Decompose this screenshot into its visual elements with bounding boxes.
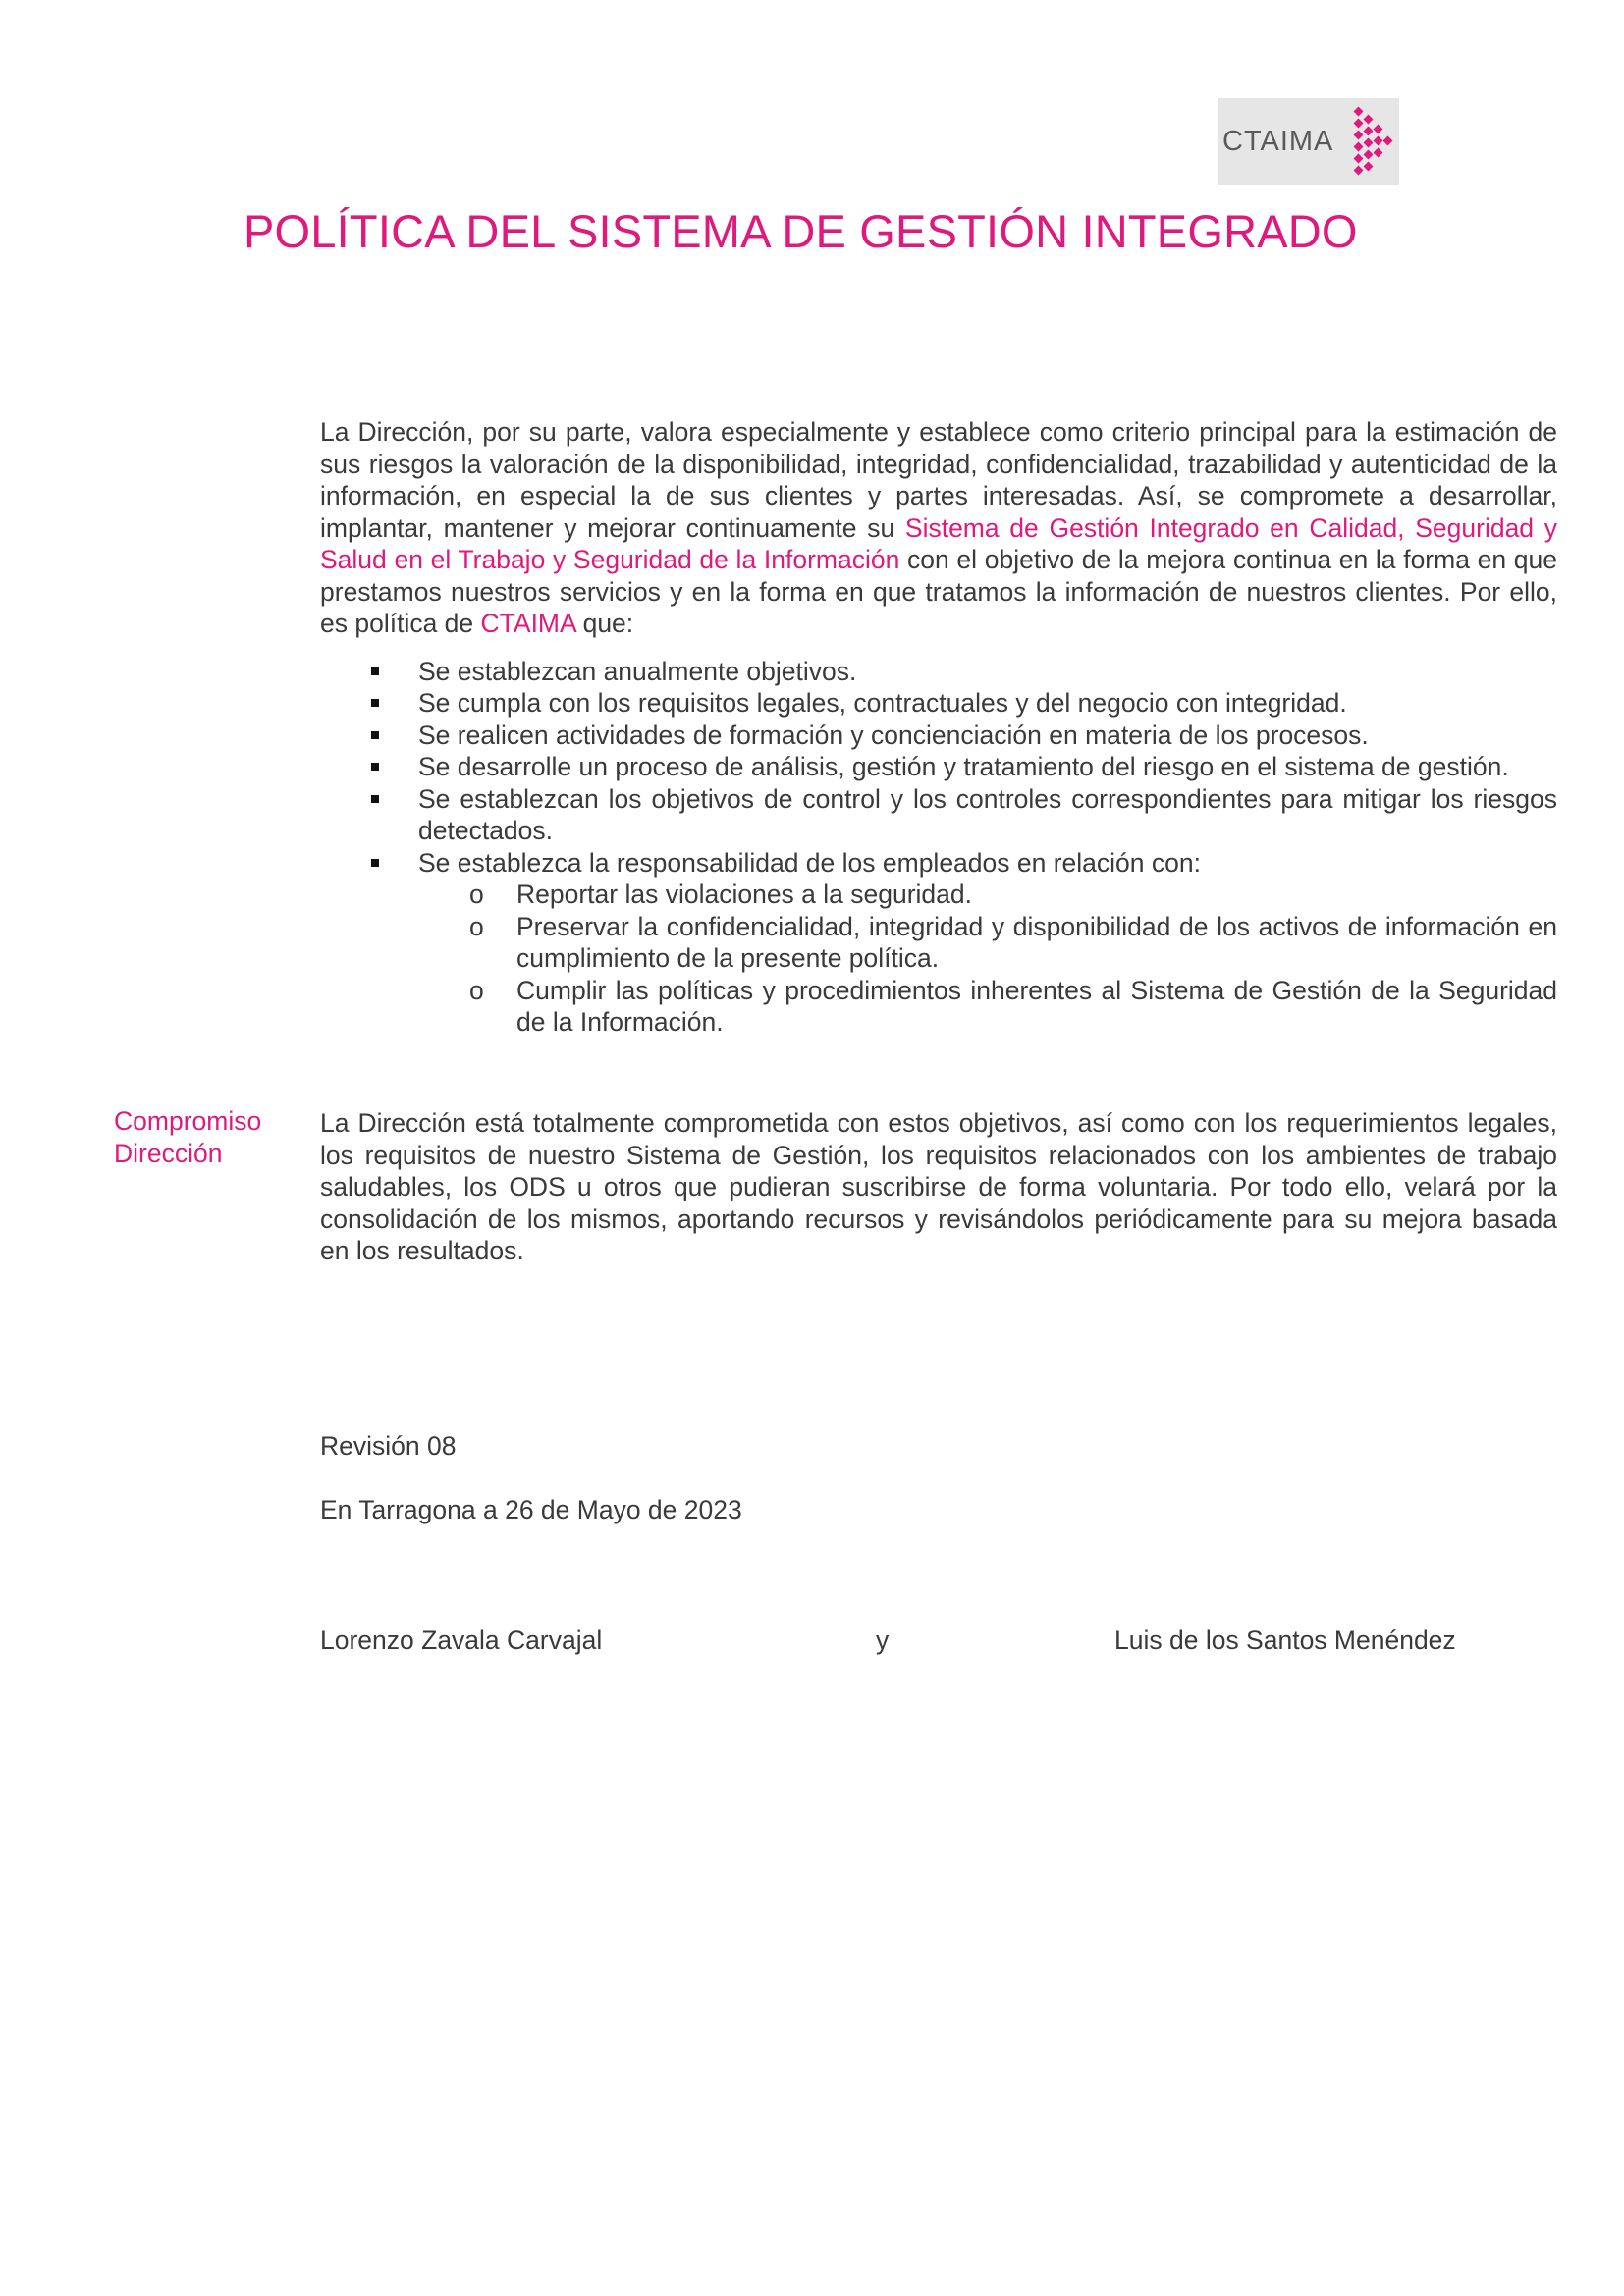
company-logo: [1218, 98, 1399, 185]
square-bullet-icon: [371, 731, 379, 739]
signatory-conjunction: y: [876, 1626, 890, 1655]
signatory-second: Luis de los Santos Menéndez: [1114, 1626, 1456, 1655]
logo-arrow-icon: [1353, 106, 1396, 177]
square-bullet-icon: [371, 795, 379, 803]
list-item-text: Se desarrolle un proceso de análisis, gestión y tratamiento del riesgo en el sistema de gestión.: [418, 752, 1509, 781]
list-item: [320, 720, 1557, 752]
list-item-text: Se realicen actividades de formación y concienciación en materia de los procesos.: [418, 720, 1369, 750]
list-item: [320, 656, 1557, 688]
policy-bullet-list: [320, 656, 1557, 1039]
sub-list-item: [320, 879, 1557, 911]
list-item: [320, 783, 1557, 847]
intro-highlight-company: CTAIMA: [480, 609, 576, 638]
list-item-text: Se establezca la responsabilidad de los empleados en relación con:: [418, 847, 1201, 878]
list-item: [320, 687, 1557, 720]
list-item: [320, 847, 1557, 1039]
intro-text-1: La Dirección, por su parte, valora especialmente y establece como criterio principal para la estimación de sus riesgos la valoración de la disponibilidad, integridad, confidencialidad, trazabilidad y autenticidad de la información, en especial la de sus clientes y partes interesadas. Así, se compromete a desarrollar, implantar, mantener y mejorar continuamente su: [320, 417, 1557, 543]
signatory-first: Lorenzo Zavala Carvajal: [320, 1626, 603, 1655]
sub-list-item: [320, 975, 1557, 1039]
square-bullet-icon: [371, 699, 379, 707]
intro-highlight-system: Sistema de Gestión Integrado en Calidad, Seguridad y Salud en el Trabajo y Seguridad de la Información: [320, 512, 1557, 574]
side-label-line-2: Dirección: [114, 1139, 223, 1168]
square-bullet-icon: [371, 667, 379, 675]
list-item-text: Se establezcan anualmente objetivos.: [418, 656, 857, 686]
intro-text-3: que:: [575, 609, 634, 638]
sub-list-item-text: Reportar las violaciones a la seguridad.: [516, 880, 973, 909]
side-label-line-1: Compromiso: [114, 1106, 262, 1136]
place-date: En Tarragona a 26 de Mayo de 2023: [320, 1495, 742, 1524]
sub-list-item-text: Preservar la confidencialidad, integridad y disponibilidad de los activos de información en cumplimiento de la presente política.: [516, 911, 1557, 973]
intro-text-2: con el objetivo de la mejora continua en la forma en que prestamos nuestros servicios y en la forma en que tratamos la información de nuestros clientes. Por ello, es política de: [320, 545, 1557, 638]
circle-bullet-icon: o: [469, 911, 484, 941]
list-item-text: Se establezcan los objetivos de control y los controles correspondientes para mitigar los riesgos detectados.: [418, 783, 1557, 845]
policy-intro-section: [320, 416, 1557, 1039]
list-item-text: Se cumpla con los requisitos legales, contractuales y del negocio con integridad.: [418, 688, 1347, 718]
revision-label: Revisión 08: [320, 1431, 457, 1461]
square-bullet-icon: [371, 763, 379, 771]
page-title: POLÍTICA DEL SISTEMA DE GESTIÓN INTEGRADO: [244, 205, 1358, 257]
employee-responsibility-sublist: [418, 879, 1557, 1039]
commitment-section: [320, 1107, 1557, 1267]
sub-list-item: [320, 911, 1557, 975]
commitment-side-label: [114, 1105, 300, 1170]
logo-text: CTAIMA: [1222, 125, 1334, 157]
commitment-paragraph: La Dirección está totalmente comprometida con estos objetivos, así como con los requerimientos legales, los requisitos de nuestro Sistema de Gestión, los requisitos relacionados con los ambientes de trabajo saludables, los ODS u otros que pudieran suscribirse de forma voluntaria. Por todo ello, velará por la consolidación de los mismos, aportando recursos y revisándolos periódicamente para su mejora basada en los resultados.: [320, 1108, 1557, 1265]
intro-paragraph: [320, 416, 1557, 640]
square-bullet-icon: [371, 859, 379, 867]
circle-bullet-icon: o: [469, 880, 484, 909]
list-item: [320, 751, 1557, 783]
sub-list-item-text: Cumplir las políticas y procedimientos inherentes al Sistema de Gestión de la Seguridad de la Información.: [516, 975, 1557, 1037]
circle-bullet-icon: o: [469, 975, 484, 1005]
